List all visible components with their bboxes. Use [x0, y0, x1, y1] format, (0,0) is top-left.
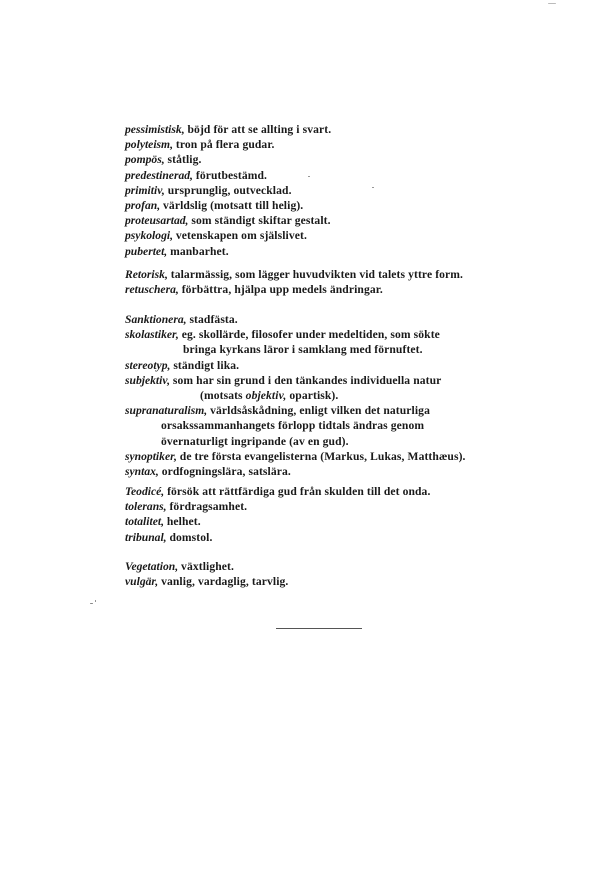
entry-definition: stadfästa. [189, 313, 238, 326]
glossary-group-r [125, 267, 525, 297]
entry-term: profan, [125, 199, 161, 213]
entry-term: tolerans, [125, 500, 167, 514]
entry-term: subjektiv, [125, 373, 170, 387]
entry-term: predestinerad, [125, 168, 193, 182]
entry-definition: domstol. [169, 530, 213, 544]
entry-term: syntax, [125, 465, 159, 479]
glossary-entry [125, 514, 525, 529]
entry-definition: ståtlig. [167, 153, 202, 167]
continuation-emphasis: objektiv, [245, 389, 287, 403]
entry-term: stereotyp, [125, 358, 171, 372]
entry-definition: som har sin grund i den tänkandes individuella natur [172, 373, 442, 387]
glossary-group-p [125, 122, 525, 259]
entry-definition-continuation [125, 388, 525, 403]
entry-term: vulgär, [125, 575, 159, 589]
scan-speck [90, 603, 93, 604]
entry-definition: som ständigt skiftar gestalt. [191, 214, 331, 228]
entry-term: totalitet, [125, 515, 164, 529]
scan-speck [308, 176, 310, 177]
glossary-entry [125, 168, 525, 183]
glossary-entry [125, 559, 525, 574]
glossary-entry [125, 464, 525, 479]
entry-definition: förbättra, hjälpa upp medels ändringar. [181, 283, 383, 297]
continuation-prefix: (motsats [200, 389, 243, 403]
entry-definition: växtlighet. [181, 560, 234, 573]
entry-definition: de tre första evangelisterna (Markus, Lukas, Matthæus). [179, 449, 466, 463]
entry-definition: helhet. [166, 515, 201, 529]
entry-definition: fördragsamhet. [169, 500, 248, 514]
scan-speck [548, 3, 556, 4]
entry-definition: eg. skollärde, filosofer under medeltiden, som sökte [181, 328, 440, 342]
glossary-entry [125, 327, 525, 357]
entry-term: Vegetation, [125, 560, 179, 573]
glossary-entry [125, 499, 525, 514]
glossary-entry [125, 282, 525, 297]
glossary-entry [125, 228, 525, 243]
glossary-entry [125, 373, 525, 403]
glossary-entry [125, 530, 525, 545]
entry-definition: förutbestämd. [195, 168, 268, 182]
entry-definition: vanlig, vardaglig, tarvlig. [161, 575, 289, 589]
scan-speck [372, 187, 374, 188]
entry-definition: tron på flera gudar. [175, 138, 275, 152]
glossary-entry [125, 403, 525, 449]
entry-term: pubertet, [125, 244, 168, 258]
glossary-entry [125, 574, 525, 589]
entry-term: proteusartad, [125, 214, 189, 228]
glossary-entry [125, 449, 525, 464]
continuation-suffix: opartisk). [289, 389, 339, 403]
entry-term: pompös, [125, 153, 165, 167]
entry-definition: böjd för att se allting i svart. [187, 123, 332, 136]
glossary-group-t [125, 484, 525, 545]
glossary-entry [125, 267, 525, 282]
glossary-entry [125, 312, 525, 327]
glossary-entry [125, 484, 525, 499]
entry-definition: världsåskådning, enligt vilken det naturliga [210, 404, 430, 418]
scan-speck [95, 600, 96, 602]
entry-definition-continuation: orsakssammanhangets förlopp tidtals ändras genom [161, 419, 425, 433]
entry-term: skolastiker, [125, 328, 179, 342]
entry-term: pessimistisk, [125, 123, 185, 136]
glossary-entry [125, 122, 525, 137]
glossary-entry [125, 244, 525, 259]
entry-term: psykologi, [125, 229, 173, 243]
entry-term: synoptiker, [125, 449, 177, 463]
entry-definition: ursprunglig, outvecklad. [167, 183, 292, 197]
glossary-entry [125, 198, 525, 213]
entry-definition: vetenskapen om själslivet. [175, 229, 307, 243]
entry-term: Retorisk, [125, 268, 168, 281]
entry-definition: ständigt lika. [173, 358, 240, 372]
glossary-entry [125, 183, 525, 198]
entry-term: Sanktionera, [125, 313, 187, 326]
entry-definition: försök att rättfärdiga gud från skulden till det onda. [167, 485, 431, 498]
glossary-entry [125, 213, 525, 228]
glossary-group-v [125, 559, 525, 589]
glossary-group-s [125, 312, 525, 479]
entry-term: tribunal, [125, 530, 167, 544]
entry-term: retuschera, [125, 283, 179, 297]
entry-definition: världslig (motsatt till helig). [163, 199, 304, 213]
glossary-entry [125, 358, 525, 373]
entry-definition-continuation: övernaturligt ingripande (av en gud). [161, 434, 349, 448]
entry-definition: manbarhet. [170, 244, 229, 258]
glossary-entry [125, 137, 525, 152]
glossary-entry [125, 152, 525, 167]
entry-term: supranaturalism, [125, 404, 208, 418]
entry-definition: talarmässig, som lägger huvudvikten vid talets yttre form. [170, 268, 464, 281]
entry-definition-continuation: bringa kyrkans läror i samklang med förnuftet. [183, 343, 423, 357]
entry-term: primitiv, [125, 183, 165, 197]
entry-term: Teodicé, [125, 485, 165, 498]
entry-definition: ordfogningslära, satslära. [161, 465, 291, 479]
section-divider [276, 628, 362, 629]
entry-term: polyteism, [125, 138, 173, 152]
